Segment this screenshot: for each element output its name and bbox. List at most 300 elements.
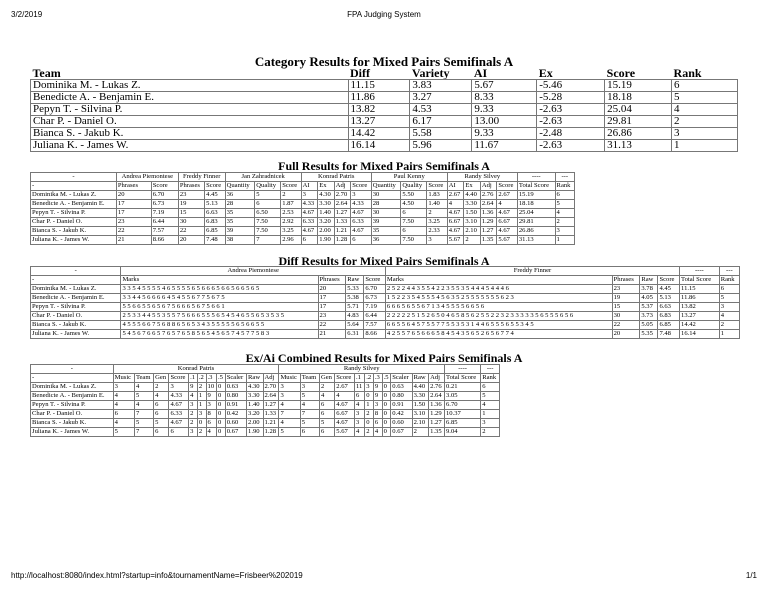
team-name: Dominika M. - Lukas Z. — [31, 285, 121, 294]
column-header: Quantity — [225, 182, 255, 191]
table-cell: 3 — [555, 227, 574, 236]
table-cell: 5.67 — [335, 428, 355, 437]
table-cell: 4.67 — [497, 209, 517, 218]
table-cell: 4 — [206, 428, 216, 437]
table-cell: 5 — [300, 392, 319, 401]
table-cell: 0 — [217, 410, 226, 419]
table-cell: 3.25 — [427, 218, 447, 227]
judge-header: ---- — [517, 173, 555, 182]
table-row — [31, 80, 738, 92]
table-cell: 6.44 — [364, 312, 386, 321]
table-cell: 3 — [301, 191, 318, 200]
table-cell: 3 — [189, 401, 198, 410]
table-row — [31, 92, 738, 104]
column-header: Total Score — [680, 276, 720, 285]
column-header: .1 — [189, 374, 198, 383]
column-header: Rank — [481, 374, 500, 383]
table-cell: 11.67 — [472, 140, 537, 152]
table-cell: 2.67 — [447, 191, 464, 200]
table-cell: 5 — [279, 428, 300, 437]
table-cell: 9 — [206, 392, 216, 401]
table-cell: 0 — [382, 383, 391, 392]
judge-header: Randy Silvey — [279, 365, 445, 374]
table-row — [31, 227, 575, 236]
column-header: Adj — [334, 182, 351, 191]
diff-results-title: Diff Results for Mixed Pairs Semifinals A — [278, 254, 490, 268]
column-header: .3 — [373, 374, 382, 383]
table-cell: 5 — [255, 191, 281, 200]
table-cell: 19 — [612, 294, 640, 303]
judge-header: --- — [555, 173, 574, 182]
table-cell: 4.45 — [658, 285, 680, 294]
table-cell: 14.42 — [348, 128, 410, 140]
table-cell: 3.73 — [640, 312, 658, 321]
column-header: Variety — [411, 67, 450, 80]
table-cell: 9.33 — [472, 104, 537, 116]
table-cell: 22 — [178, 227, 204, 236]
table-cell: 6 — [301, 236, 318, 245]
table-row — [31, 303, 740, 312]
column-header: Raw — [247, 374, 264, 383]
column-header: AI — [301, 182, 318, 191]
table-cell: 3 — [189, 428, 198, 437]
team-name: Pepyn T. - Silvina P. — [31, 303, 121, 312]
table-cell: 17 — [116, 209, 151, 218]
column-header: .3 — [206, 374, 216, 383]
table-cell: 3.20 — [318, 218, 335, 227]
exai-subheader-row — [31, 374, 500, 383]
judge-header: ---- — [680, 267, 720, 276]
team-name: Benedicte A. - Benjamin E. — [31, 200, 117, 209]
diff-subheader-row — [31, 276, 740, 285]
judge-header: - — [31, 365, 114, 374]
table-cell: 6 — [169, 428, 189, 437]
table-cell: 5.58 — [410, 128, 472, 140]
table-cell: 6.67 — [447, 218, 464, 227]
table-cell: 2 — [427, 209, 447, 218]
table-cell: 2 5 2 2 4 4 3 5 5 4 2 2 3 5 5 3 5 4 4 4 5 4 4 4 6 — [385, 285, 612, 294]
table-cell: 2 — [481, 428, 500, 437]
table-cell: 3 — [351, 191, 371, 200]
table-cell: 4.50 — [401, 200, 427, 209]
table-cell: 4 — [354, 401, 364, 410]
column-header: Adj — [480, 182, 497, 191]
column-header: Phrases — [318, 276, 346, 285]
table-cell: 2 — [555, 218, 574, 227]
table-cell: 1.29 — [480, 218, 497, 227]
full-judge-row — [31, 173, 575, 182]
table-cell: 1.36 — [429, 401, 445, 410]
table-cell: 3.25 — [281, 227, 301, 236]
team-name: Dominika M. - Lukas Z. — [31, 191, 117, 200]
column-header: Score — [364, 276, 386, 285]
table-cell: 0.42 — [225, 410, 246, 419]
team-name: Bianca S. - Jakub K. — [31, 128, 349, 140]
table-cell: 5.37 — [640, 303, 658, 312]
table-cell: 2.70 — [263, 383, 279, 392]
table-cell: 4.05 — [640, 294, 658, 303]
column-header: Score — [658, 276, 680, 285]
table-cell: 3.27 — [410, 92, 472, 104]
table-cell: 4.40 — [412, 383, 429, 392]
column-header: Ex — [538, 67, 553, 80]
table-row — [31, 383, 500, 392]
table-cell: 3 — [354, 419, 364, 428]
table-cell: 1.90 — [247, 428, 264, 437]
column-header: Raw — [346, 276, 364, 285]
table-cell: 4 — [279, 401, 300, 410]
table-cell: 23 — [612, 285, 640, 294]
column-header: Ex — [464, 182, 481, 191]
table-row — [31, 104, 738, 116]
table-cell: 3 — [169, 383, 189, 392]
print-page-number: 1/1 — [745, 571, 757, 580]
team-name: Juliana K. - James W. — [31, 140, 349, 152]
table-cell: 4 — [154, 392, 169, 401]
table-cell: 7.57 — [151, 227, 178, 236]
table-cell: 6 — [719, 285, 739, 294]
table-cell: 1.33 — [263, 410, 279, 419]
table-cell: 35 — [225, 209, 255, 218]
table-cell: 9 — [373, 392, 382, 401]
print-header-title: FPA Judging System — [347, 10, 421, 19]
table-cell: 22 — [318, 321, 346, 330]
table-cell: 13.27 — [680, 312, 720, 321]
table-cell: 6 — [113, 410, 134, 419]
table-cell: -2.63 — [537, 116, 605, 128]
team-name: Bianca S. - Jakub K. — [31, 321, 121, 330]
table-cell: -5.46 — [537, 80, 605, 92]
table-row — [31, 140, 738, 152]
table-cell: 31.13 — [517, 236, 555, 245]
table-cell: 4 — [555, 209, 574, 218]
column-header: Quality — [255, 182, 281, 191]
team-name: Juliana K. - James W. — [31, 236, 117, 245]
table-cell: 2.64 — [334, 200, 351, 209]
table-cell: 7.19 — [151, 209, 178, 218]
table-cell: 26.86 — [517, 227, 555, 236]
table-row — [31, 294, 740, 303]
table-cell: 15 — [178, 209, 204, 218]
column-header: Scaler — [225, 374, 246, 383]
table-cell: 8.66 — [151, 236, 178, 245]
table-cell: 4.67 — [301, 209, 318, 218]
table-cell: 4.53 — [410, 104, 472, 116]
table-cell: 4 — [481, 401, 500, 410]
column-header: Scaler — [391, 374, 412, 383]
table-cell: -5.28 — [537, 92, 605, 104]
table-cell: 4.67 — [351, 227, 371, 236]
table-cell: 4.30 — [247, 383, 264, 392]
table-cell: 1.27 — [334, 209, 351, 218]
table-cell: 4.30 — [318, 191, 335, 200]
table-cell: 13.82 — [680, 303, 720, 312]
judge-header: ---- — [445, 365, 481, 374]
table-cell: 4 — [335, 392, 355, 401]
table-cell: 0 — [365, 419, 374, 428]
column-header: .1 — [354, 374, 364, 383]
table-cell: 3.30 — [318, 200, 335, 209]
table-cell: 35 — [371, 227, 401, 236]
table-cell: 2.67 — [335, 383, 355, 392]
table-cell: 3.30 — [464, 200, 481, 209]
team-name: Dominika M. - Lukas Z. — [31, 80, 349, 92]
table-cell: 35 — [225, 218, 255, 227]
table-cell: 1.36 — [480, 209, 497, 218]
table-cell: 6.31 — [346, 330, 364, 339]
column-header: Score — [281, 182, 301, 191]
table-cell: 6 — [481, 383, 500, 392]
team-name: Benedicte A. - Benjamin E. — [31, 294, 121, 303]
table-cell: 5.96 — [410, 140, 472, 152]
table-cell: 21 — [318, 330, 346, 339]
table-cell: 6.70 — [151, 191, 178, 200]
table-cell: 11.15 — [680, 285, 720, 294]
table-cell: 1.27 — [429, 419, 445, 428]
table-cell: 6.85 — [445, 419, 481, 428]
category-header-row — [31, 67, 738, 80]
judge-header: --- — [481, 365, 500, 374]
table-cell: 6 — [555, 191, 574, 200]
column-header: Total Score — [517, 182, 555, 191]
table-cell: 6.70 — [364, 285, 386, 294]
column-header: Rank — [555, 182, 574, 191]
table-cell: 6 — [319, 410, 334, 419]
table-cell: 20 — [116, 191, 151, 200]
table-cell: 39 — [371, 218, 401, 227]
column-header: Score — [205, 182, 225, 191]
table-cell: 5.67 — [472, 80, 537, 92]
table-cell: 17 — [116, 200, 151, 209]
table-cell: 5.13 — [658, 294, 680, 303]
table-cell: 28 — [225, 200, 255, 209]
table-cell: 8.33 — [472, 92, 537, 104]
table-cell: 2.64 — [263, 392, 279, 401]
table-cell: 11.86 — [680, 294, 720, 303]
table-row — [31, 116, 738, 128]
table-cell: 1 — [197, 392, 206, 401]
table-cell: 30 — [612, 312, 640, 321]
table-cell: 7 — [255, 236, 281, 245]
table-cell: 2.67 — [497, 191, 517, 200]
table-cell: 0.21 — [445, 383, 481, 392]
table-cell: 1.21 — [334, 227, 351, 236]
table-cell: 9.33 — [472, 128, 537, 140]
table-cell: 0 — [217, 428, 226, 437]
table-cell: 5.13 — [205, 200, 225, 209]
table-cell: 2.64 — [480, 200, 497, 209]
table-cell: 5.05 — [640, 321, 658, 330]
table-cell: 2.64 — [429, 392, 445, 401]
table-cell: 7.19 — [364, 303, 386, 312]
table-cell: 11 — [354, 383, 364, 392]
column-header: Team — [32, 67, 61, 80]
column-header: Team — [134, 374, 153, 383]
column-header: Music — [279, 374, 300, 383]
table-cell: 1 5 2 2 3 5 4 5 5 5 4 5 6 3 5 2 5 5 5 5 5 5 5 6 2 3 — [385, 294, 612, 303]
column-header: Rank — [719, 276, 739, 285]
table-cell: 5 4 5 6 7 6 6 5 7 6 5 7 6 5 8 5 6 5 4 5 6 5 7 4 5 7 7 5 8 3 — [121, 330, 318, 339]
team-name: Pepyn T. - Silvina P. — [31, 209, 117, 218]
table-cell: 2.33 — [427, 227, 447, 236]
table-cell: 1.27 — [263, 401, 279, 410]
table-cell: 1 — [365, 401, 374, 410]
diff-results-table — [30, 266, 740, 339]
judge-header: Paul Kenny — [371, 173, 447, 182]
full-results-table — [30, 172, 575, 245]
team-name: Char P. - Daniel O. — [31, 312, 121, 321]
column-header: .2 — [197, 374, 206, 383]
table-cell: 0.67 — [391, 428, 412, 437]
table-cell: 3 — [197, 410, 206, 419]
table-cell: 5 — [134, 419, 153, 428]
table-cell: 6.17 — [410, 116, 472, 128]
table-cell: 4 — [113, 419, 134, 428]
table-cell: 3 — [719, 303, 739, 312]
table-cell: 14.42 — [680, 321, 720, 330]
column-header: Phrases — [612, 276, 640, 285]
table-cell: 2 — [365, 428, 374, 437]
table-cell: 3.83 — [410, 80, 472, 92]
column-header: Rank — [673, 67, 702, 80]
table-cell: 3 3 4 4 5 6 6 6 6 4 5 4 5 5 6 7 7 5 6 7 5 — [121, 294, 318, 303]
judge-header: Andrea Piemontese — [116, 173, 178, 182]
table-cell: 7.50 — [401, 218, 427, 227]
table-cell: 1.35 — [429, 428, 445, 437]
table-cell: 5 5 6 6 5 5 6 5 6 7 5 6 6 6 5 6 7 5 6 6 1 — [121, 303, 318, 312]
table-cell: 1.40 — [247, 401, 264, 410]
table-row — [31, 200, 575, 209]
column-header: Adj — [263, 374, 279, 383]
column-header: Team — [300, 374, 319, 383]
table-cell: 25.04 — [517, 209, 555, 218]
full-results-title: Full Results for Mixed Pairs Semifinals A — [278, 159, 490, 173]
table-cell: 5.38 — [346, 294, 364, 303]
table-cell: 5 — [319, 419, 334, 428]
table-cell: 31.13 — [605, 140, 672, 152]
table-cell: 6 — [672, 80, 738, 92]
table-cell: 10 — [206, 383, 216, 392]
table-cell: 2 — [189, 410, 198, 419]
table-cell: 2 — [281, 191, 301, 200]
table-cell: 5 — [134, 392, 153, 401]
table-cell: 4.67 — [169, 419, 189, 428]
team-name: Juliana K. - James W. — [31, 330, 121, 339]
table-cell: 4 — [113, 392, 134, 401]
table-cell: -2.63 — [537, 104, 605, 116]
table-cell: 39 — [225, 227, 255, 236]
column-header: Marks — [121, 276, 318, 285]
table-cell: 4 — [279, 419, 300, 428]
table-cell: 3.05 — [445, 392, 481, 401]
table-cell: 18.18 — [517, 200, 555, 209]
table-row — [31, 218, 575, 227]
table-cell: 6 — [300, 428, 319, 437]
table-cell: 0 — [382, 419, 391, 428]
table-cell: 6.85 — [205, 227, 225, 236]
table-cell: 20 — [178, 236, 204, 245]
table-cell: 0.63 — [391, 383, 412, 392]
table-cell: 13.00 — [472, 116, 537, 128]
table-cell: 4 — [319, 392, 334, 401]
column-header: Adj — [429, 374, 445, 383]
table-cell: 6.73 — [151, 200, 178, 209]
table-cell: 4 — [134, 401, 153, 410]
table-cell: 6.63 — [658, 303, 680, 312]
table-row — [31, 236, 575, 245]
table-cell: 17 — [318, 303, 346, 312]
table-cell: 18.18 — [605, 92, 672, 104]
table-cell: 2.76 — [480, 191, 497, 200]
table-cell: 4.33 — [301, 200, 318, 209]
column-header: .5 — [217, 374, 226, 383]
table-cell: 6 — [354, 392, 364, 401]
table-cell: 1.40 — [318, 209, 335, 218]
exai-judge-row — [31, 365, 500, 374]
table-cell: 0 — [197, 419, 206, 428]
table-cell: 4.67 — [301, 227, 318, 236]
table-cell: 7 — [279, 410, 300, 419]
table-cell: 6 — [351, 236, 371, 245]
table-cell: 7.48 — [658, 330, 680, 339]
table-cell: 22 — [612, 321, 640, 330]
judge-header: Freddy Finner — [385, 267, 679, 276]
table-cell: 6 — [319, 428, 334, 437]
table-cell: 3 — [279, 383, 300, 392]
table-cell: 7.48 — [205, 236, 225, 245]
table-cell: 0.80 — [225, 392, 246, 401]
table-cell: 2.76 — [429, 383, 445, 392]
table-cell: 16.14 — [680, 330, 720, 339]
column-header: Music — [113, 374, 134, 383]
exai-results-title: Ex/Ai Combined Results for Mixed Pairs Semifinals A — [245, 351, 523, 365]
table-cell: 4 — [373, 428, 382, 437]
table-cell: 1 — [672, 140, 738, 152]
table-row — [31, 419, 500, 428]
table-cell: 1.50 — [464, 209, 481, 218]
table-cell: 4.33 — [351, 200, 371, 209]
table-cell: 4.45 — [205, 191, 225, 200]
table-cell: 0.67 — [225, 428, 246, 437]
table-cell: 22 — [116, 227, 151, 236]
table-cell: 6.83 — [205, 218, 225, 227]
judge-header: Konrad Patris — [301, 173, 371, 182]
table-cell: 4 — [719, 312, 739, 321]
table-cell: 11.86 — [348, 92, 410, 104]
table-cell: 26.86 — [605, 128, 672, 140]
table-cell: 2.96 — [281, 236, 301, 245]
table-cell: 5 — [481, 392, 500, 401]
table-cell: 1.83 — [427, 191, 447, 200]
table-cell: 9 — [189, 383, 198, 392]
table-cell: 0 — [382, 392, 391, 401]
table-cell: 0 — [382, 401, 391, 410]
table-cell: 20 — [318, 285, 346, 294]
table-cell: 10.37 — [445, 410, 481, 419]
full-subheader-row — [31, 182, 575, 191]
judge-header: Andrea Piemontese — [121, 267, 385, 276]
table-cell: 5 — [672, 92, 738, 104]
table-cell: 2.53 — [281, 209, 301, 218]
table-cell: 6.33 — [351, 218, 371, 227]
table-cell: 4.67 — [335, 419, 355, 428]
table-cell: 7.50 — [401, 236, 427, 245]
table-cell: 9 — [373, 383, 382, 392]
team-name: Char P. - Daniel O. — [31, 218, 117, 227]
table-cell: 1.21 — [263, 419, 279, 428]
table-cell: 1.35 — [480, 236, 497, 245]
table-cell: 5.67 — [497, 236, 517, 245]
